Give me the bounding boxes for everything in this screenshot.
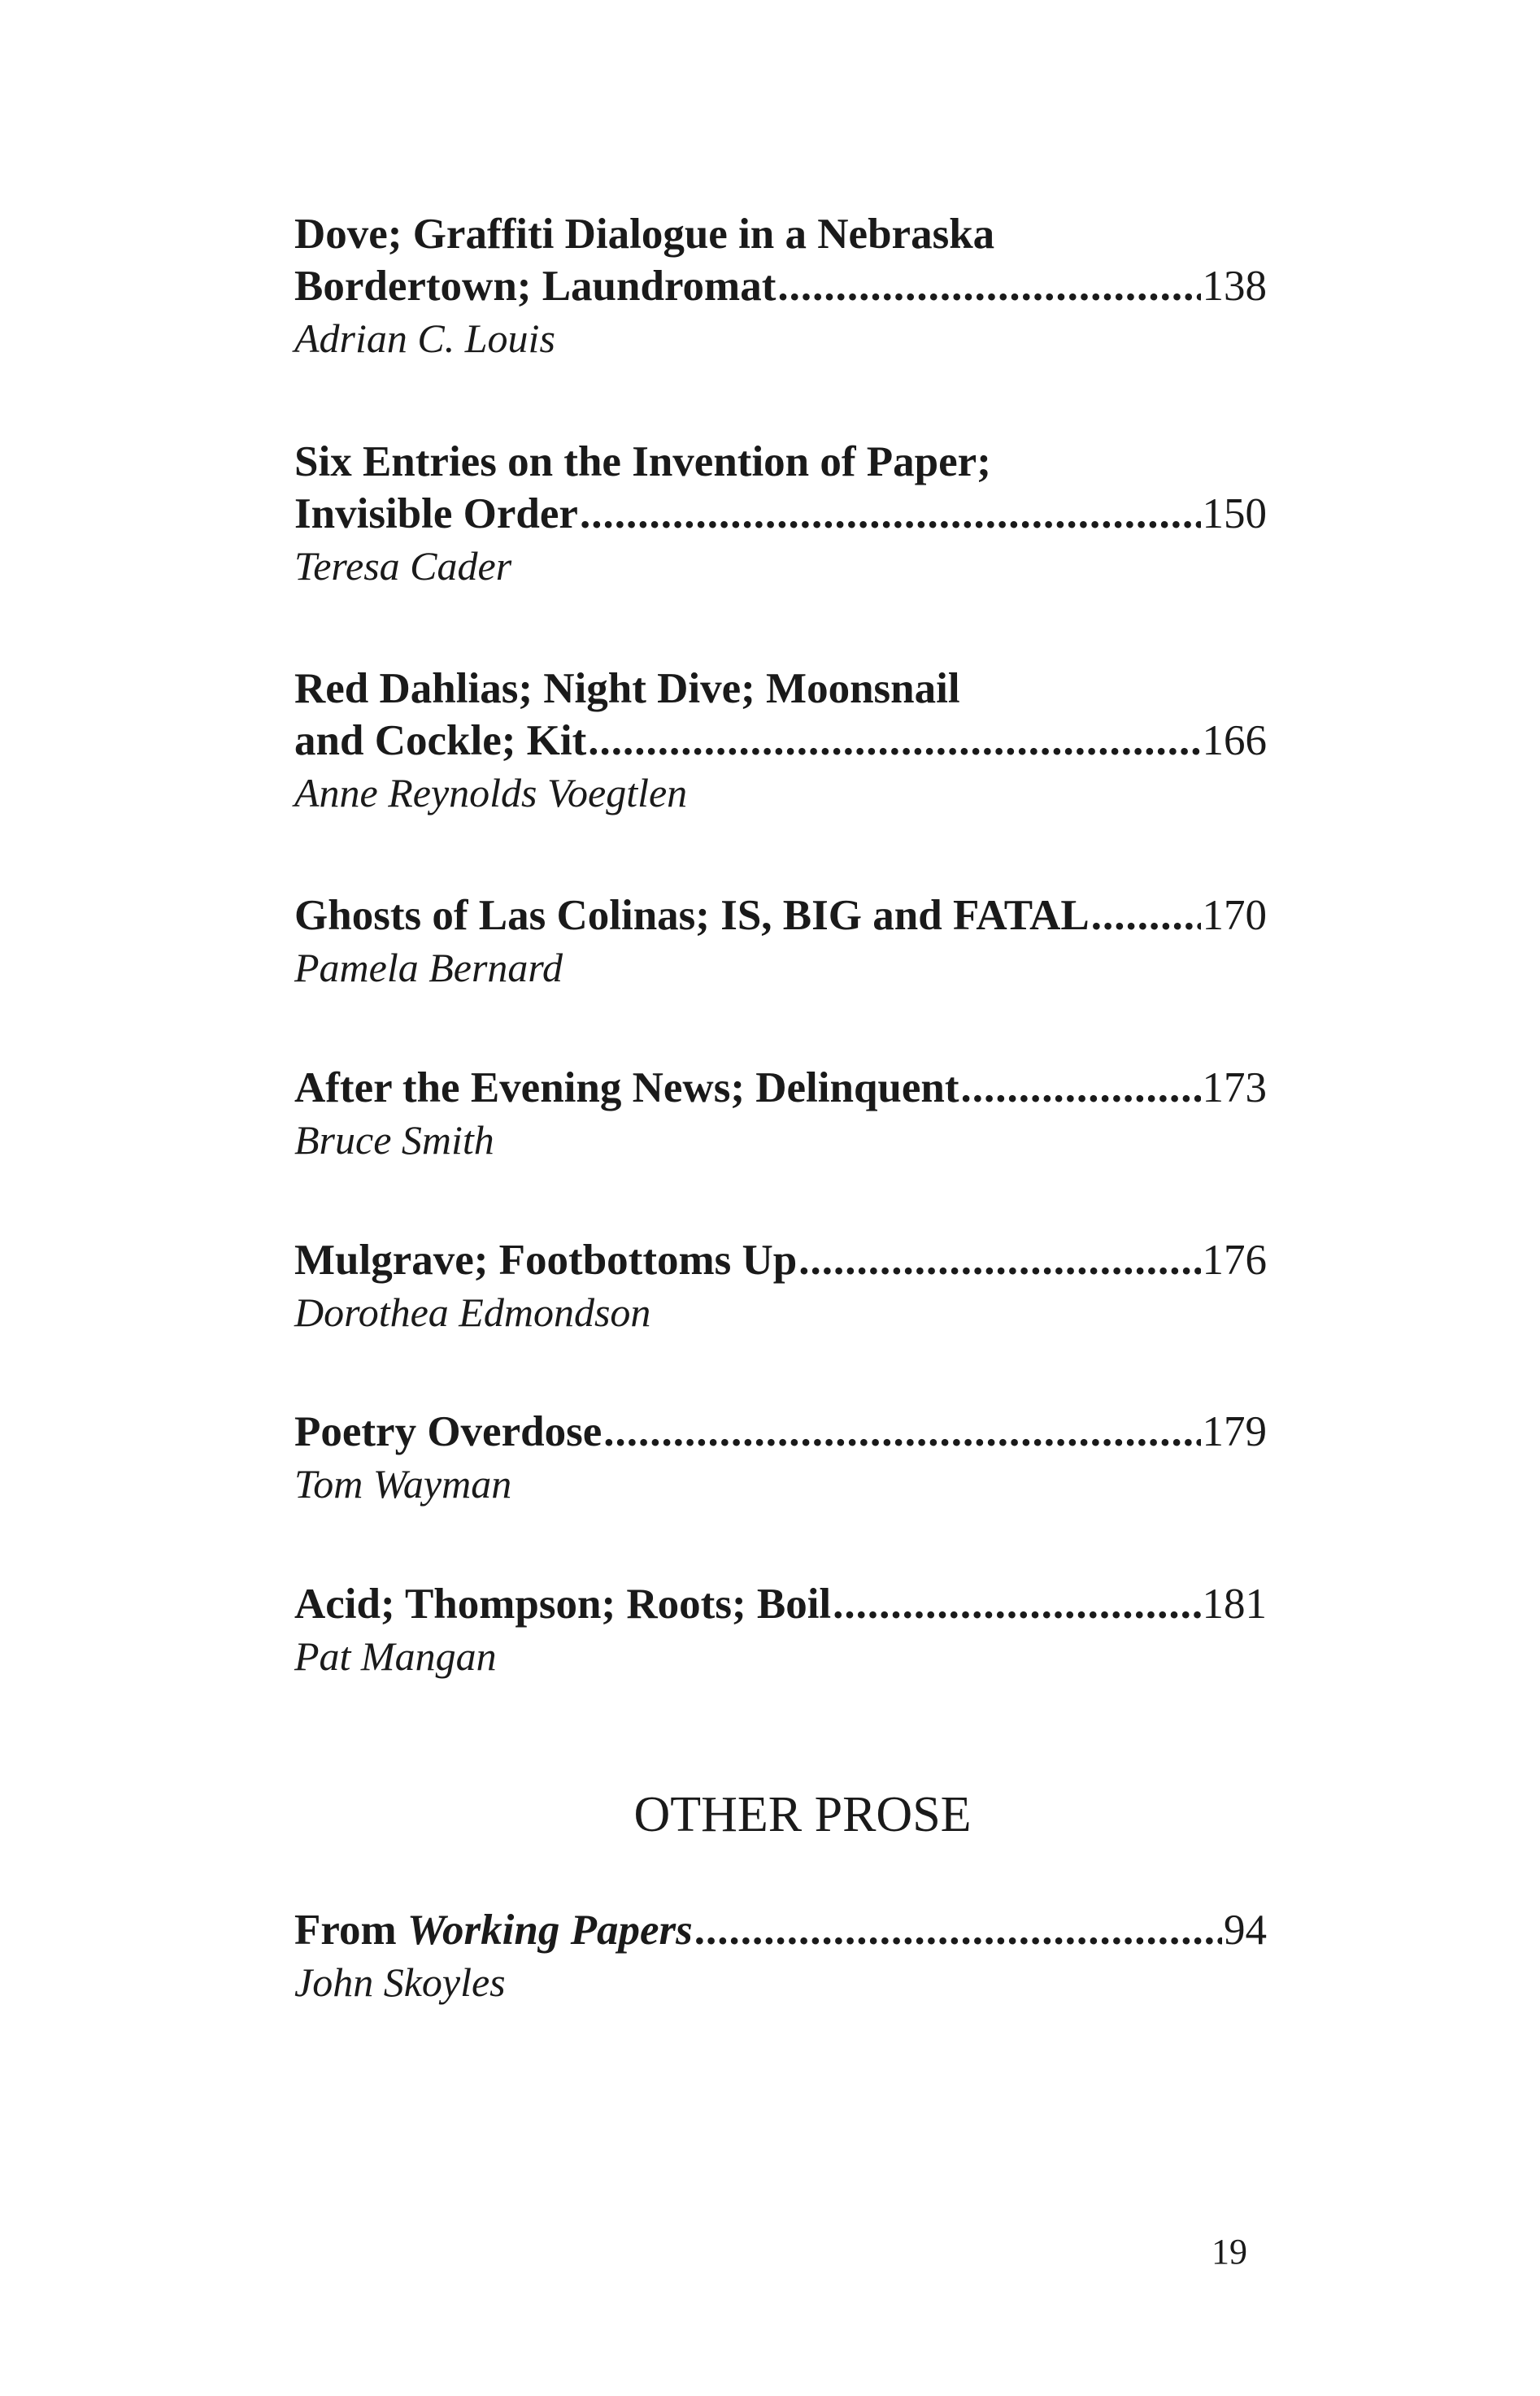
page-number: 94 [1224,1907,1267,1954]
toc-entry [294,436,1267,592]
dot-leader [603,1406,1200,1458]
entry-title: Six Entries on the Invention of Paper; [294,438,991,485]
dot-leader [1091,889,1201,941]
entry-title: Mulgrave; Footbottoms Up [294,1237,798,1284]
page-number: 179 [1202,1408,1267,1455]
entry-author: Dorothea Edmondson [294,1289,651,1335]
entry-author: Anne Reynolds Voegtlen [294,770,688,815]
entry-author: Pat Mangan [294,1633,497,1679]
entry-author: Adrian C. Louis [294,315,555,361]
entry-title-line [294,1406,1267,1458]
entry-author: Pamela Bernard [294,945,563,990]
toc-entry [294,663,1267,819]
entry-title-line-2 [294,260,1267,312]
dot-leader [777,260,1200,312]
entry-title: Dove; Graffiti Dialogue in a Nebraska [294,211,995,258]
toc-entry [294,1406,1267,1510]
dot-leader [798,1234,1200,1286]
page-number: 166 [1202,717,1267,764]
section-heading: OTHER PROSE [633,1787,972,1842]
dot-leader [588,715,1200,767]
entry-title-line [294,889,1267,941]
toc-entry [294,1062,1267,1166]
entry-title-prefix: From [294,1907,407,1954]
entry-title-line [294,1234,1267,1286]
entry-title: Acid; Thompson; Roots; Boil [294,1581,832,1628]
page-number: 138 [1202,263,1267,310]
entry-title: Invisible Order [294,490,578,537]
entry-author: Bruce Smith [294,1117,494,1163]
entry-title-line-1 [294,663,1267,715]
page-number: 170 [1202,892,1267,939]
entry-title-line-2 [294,488,1267,540]
toc-entry [294,208,1267,364]
dot-leader [580,488,1201,540]
page-number: 150 [1202,490,1267,537]
toc-entry [294,889,1267,994]
dot-leader [833,1578,1200,1630]
toc-entry [294,1234,1267,1338]
entry-title-line-1 [294,208,1267,260]
dot-leader [694,1904,1222,1956]
entry-title: Ghosts of Las Colinas; IS, BIG and FATAL [294,892,1090,939]
entry-title: Red Dahlias; Night Dive; Moonsnail [294,665,960,712]
page-number: 176 [1202,1237,1267,1284]
entry-author: Teresa Cader [294,543,512,589]
entry-author: Tom Wayman [294,1461,512,1507]
entry-title-line [294,1062,1267,1114]
page-number: 181 [1202,1581,1267,1628]
entry-title [294,1904,693,1956]
page-number: 173 [1202,1064,1267,1111]
toc-entry [294,1578,1267,1682]
entry-title-italic: Working Papers [407,1907,693,1954]
entry-title-line [294,1578,1267,1630]
folio-page-number: 19 [1212,2232,1247,2272]
toc-entry [294,1904,1267,2008]
entry-title-line-1 [294,436,1267,488]
entry-title: After the Evening News; Delinquent [294,1064,959,1111]
entry-author: John Skoyles [294,1959,506,2005]
entry-title: Bordertown; Laundromat [294,263,777,310]
entry-title: Poetry Overdose [294,1408,603,1455]
dot-leader [961,1062,1201,1114]
entry-title-line [294,1904,1267,1956]
entry-title-line-2 [294,715,1267,767]
entry-title: and Cockle; Kit [294,717,587,764]
